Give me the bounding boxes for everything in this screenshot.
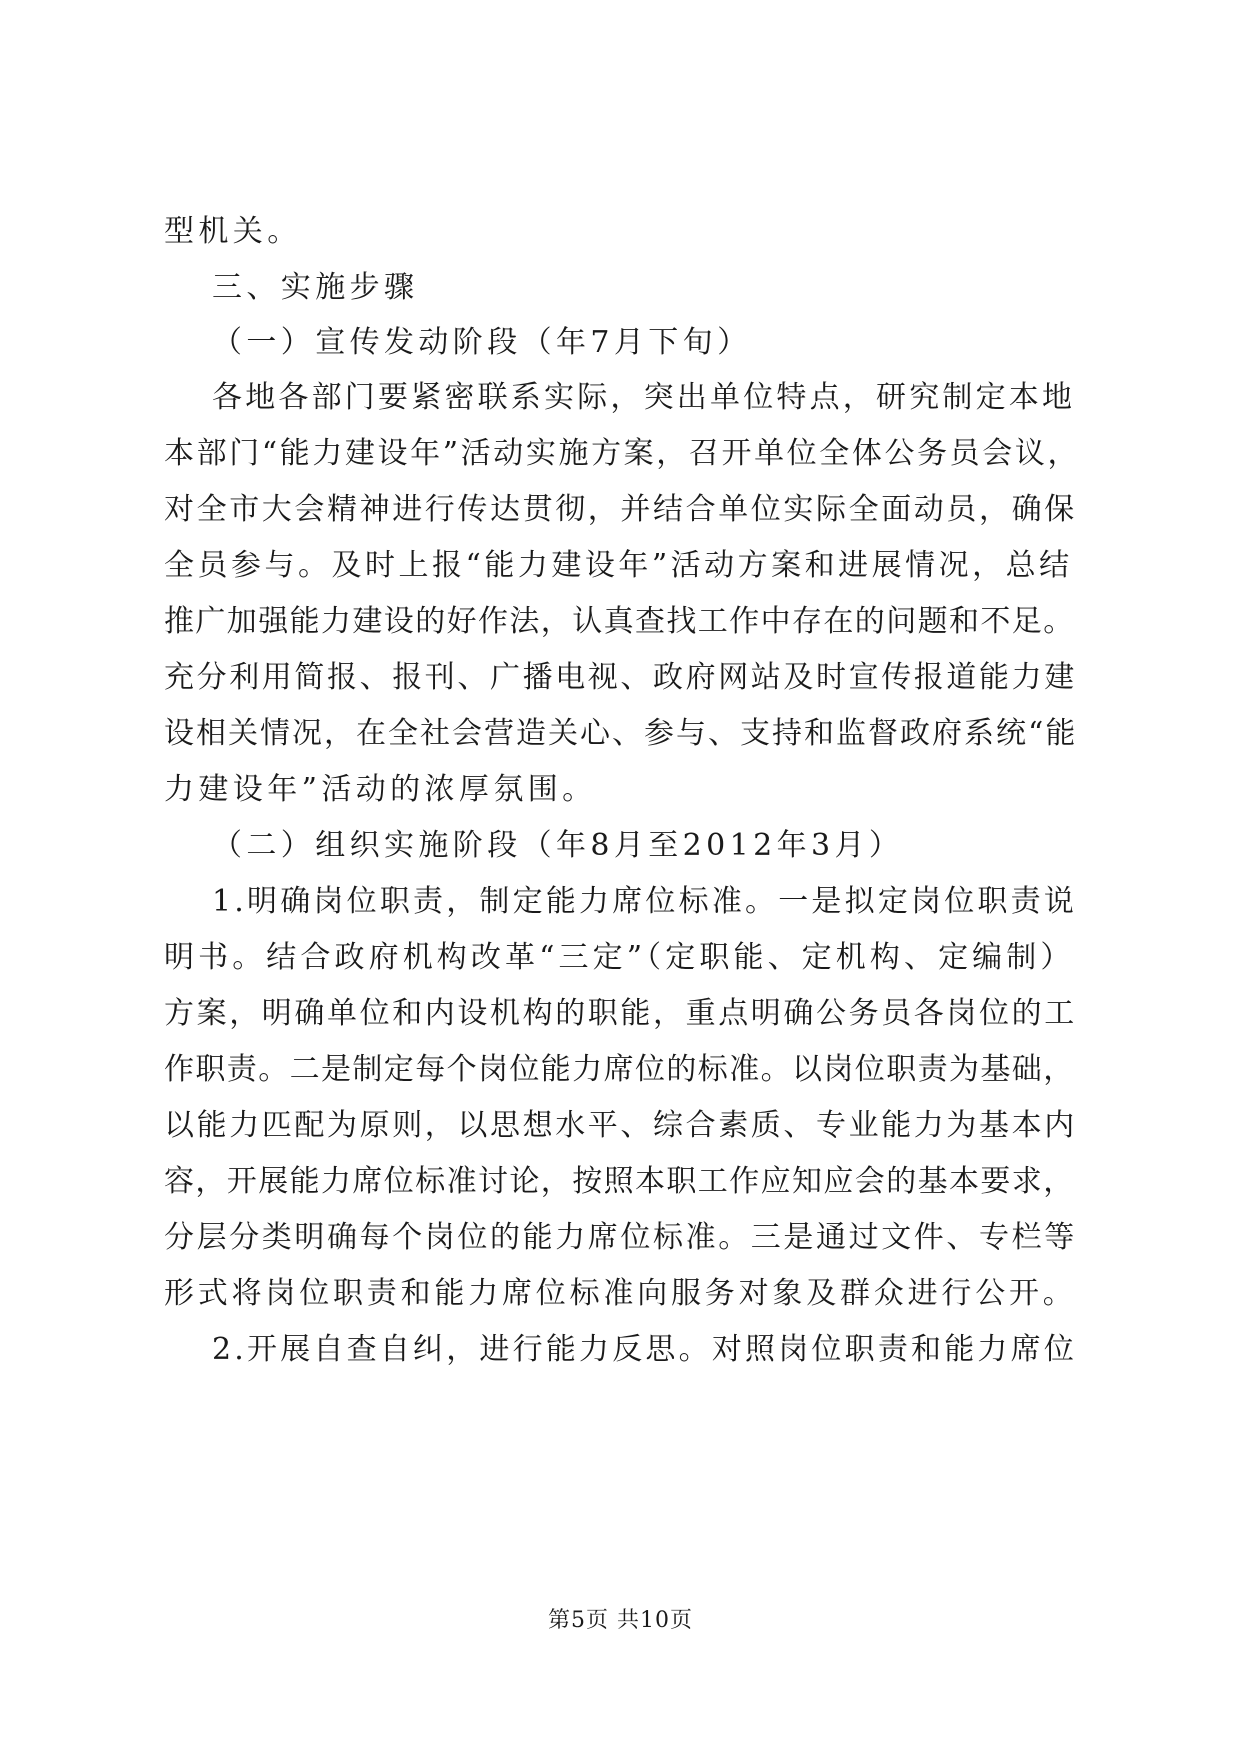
text-line: 本部门“能力建设年”活动实施方案，召开单位全体公务员会议， — [164, 436, 1081, 471]
text-line: 推广加强能力建设的好作法，认真查找工作中存在的问题和不足。 — [164, 604, 1075, 639]
text-line: 方案，明确单位和内设机构的职能，重点明确公务员各岗位的工 — [164, 996, 1077, 1031]
text-line: 作职责。二是制定每个岗位能力席位的标准。以岗位职责为基础， — [164, 1052, 1075, 1087]
subsection-heading: （一）宣传发动阶段（年7月下旬） — [212, 325, 752, 360]
page-footer: 第5页 共10页 — [548, 1608, 693, 1633]
text-line: 力建设年”活动的浓厚氛围。 — [164, 772, 597, 807]
text-line: 型机关。 — [164, 214, 302, 249]
paragraph-first-line: 1.明确岗位职责，制定能力席位标准。一是拟定岗位职责说 — [212, 884, 1078, 919]
subsection-heading: （二）组织实施阶段（年8月至2012年3月） — [212, 828, 904, 863]
text-line: 以能力匹配为原则，以思想水平、综合素质、专业能力为基本内 — [164, 1108, 1077, 1143]
section-heading: 三、实施步骤 — [212, 270, 419, 305]
text-line: 对全市大会精神进行传达贯彻，并结合单位实际全面动员，确保 — [164, 492, 1077, 527]
text-line: 容，开展能力席位标准讨论，按照本职工作应知应会的基本要求， — [164, 1164, 1075, 1199]
text-line: 全员参与。及时上报“能力建设年”活动方案和进展情况，总结 — [164, 548, 1073, 583]
text-line: 形式将岗位职责和能力席位标准向服务对象及群众进行公开。 — [164, 1276, 1077, 1311]
paragraph-first-line: 各地各部门要紧密联系实际，突出单位特点，研究制定本地 — [212, 380, 1076, 415]
text-line: 设相关情况，在全社会营造关心、参与、支持和监督政府系统“能 — [164, 716, 1078, 751]
text-line: 分层分类明确每个岗位的能力席位标准。三是通过文件、专栏等 — [164, 1220, 1077, 1255]
text-line: 明书。结合政府机构改革“三定”（定职能、定机构、定编制） — [164, 940, 1075, 975]
paragraph-first-line: 2.开展自查自纠，进行能力反思。对照岗位职责和能力席位 — [212, 1332, 1078, 1367]
text-line: 充分利用简报、报刊、广播电视、政府网站及时宣传报道能力建 — [164, 660, 1077, 695]
